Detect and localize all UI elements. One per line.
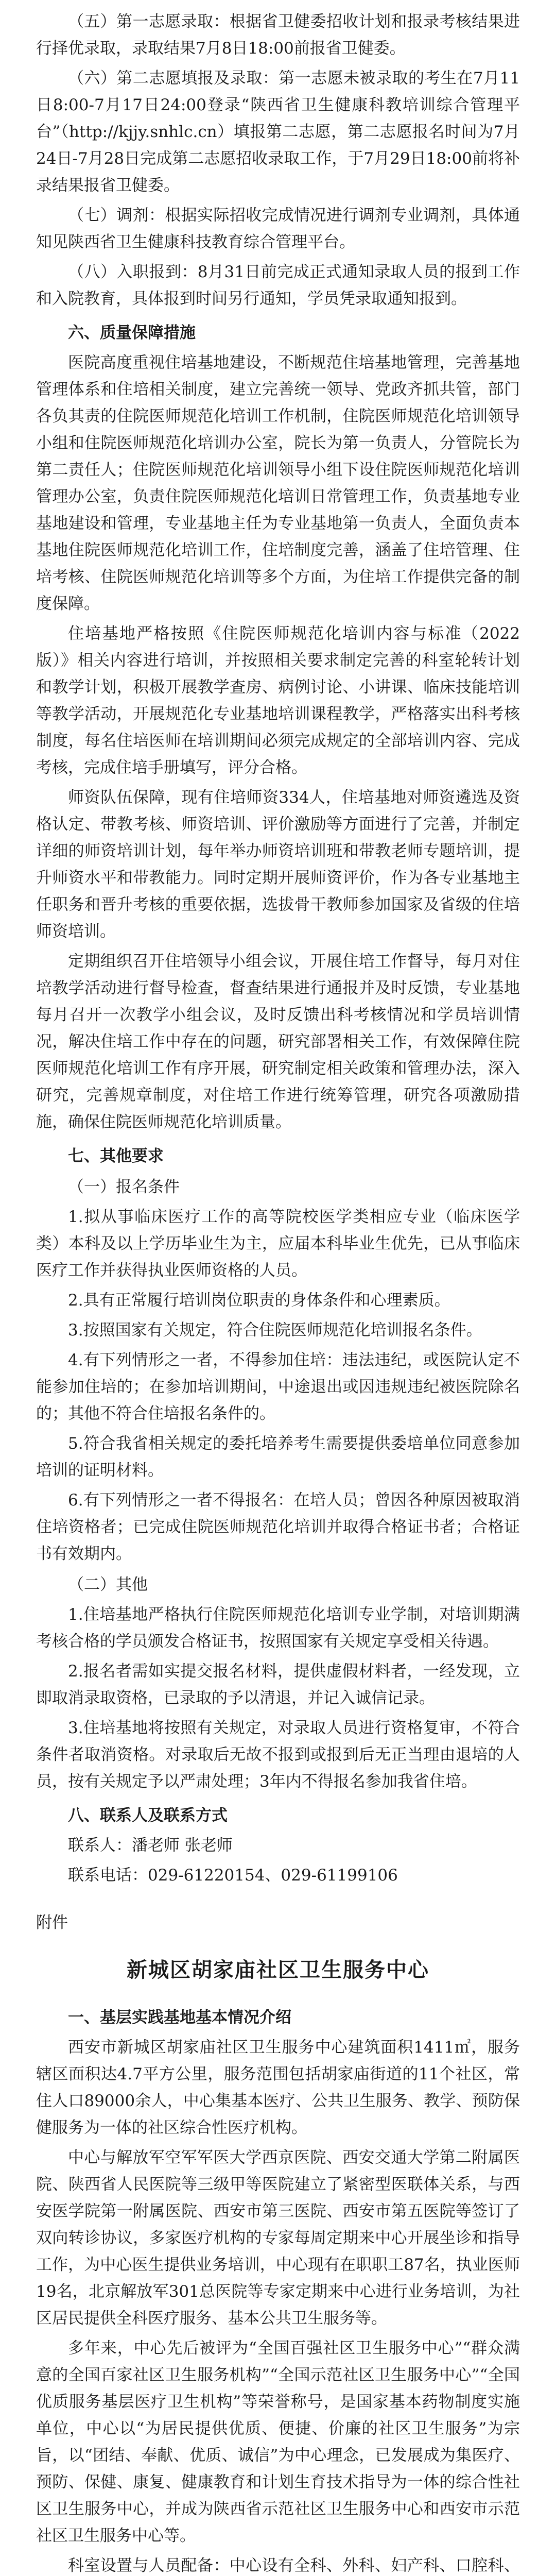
paragraph: 5.符合我省相关规定的委托培养考生需要提供委培单位同意参加培训的证明材料。 bbox=[36, 1434, 520, 1480]
paragraph: 医院高度重视住培基地建设，不断规范住培基地管理，完善基地管理体系和住培相关制度，建立完善统一领导、党政齐抓共管，部门各负其责的住院医师规范化培训工作机制，住院医师规范化培训领导小组和住院医师规范化培训办公室，院长为第一负责人，分管院长为第二责任人；住院医师规范化培训领导小组下设住院医师规范化培训管理办公室，负责住院医师规范化培训日常管理工作，负责基地专业基地建设和管理，专业基地主任为专业基地第一负责人，全面负责本基地住院医师规范化培训工作，住培制度完善，涵盖了住培管理、住培考核、住院医师规范化培训等多个方面，为住培工作提供完备的制度保障。 bbox=[36, 353, 520, 613]
paragraph: 1.住培基地严格执行住院医师规范化培训专业学制，对培训期满考核合格的学员颁发合格证书，按照国家有关规定享受相关待遇。 bbox=[36, 1605, 520, 1651]
center-hujiamiao-section bbox=[36, 2004, 520, 2576]
notice-continuation bbox=[36, 8, 520, 1889]
paragraph: 师资队伍保障，现有住培师资334人，住培基地对师资遴选及资格认定、带教考核、师资培训、评价激励等方面进行了完善，并制定详细的师资培训计划，每年举办师资培训班和带教老师专题培训，提升师资水平和带教能力。同时定期开展师资评价，作为各专业基地主任职务和晋升考核的重要依据，选拔骨干教师参加国家及省级的住培师资培训。 bbox=[36, 788, 520, 941]
section-heading: 一、基层实践基地基本情况介绍 bbox=[68, 2008, 291, 2027]
paragraph: 联系人：潘老师 张老师 bbox=[68, 1836, 233, 1855]
subsection-heading: （二）其他 bbox=[68, 1575, 148, 1594]
paragraph: 1.拟从事临床医疗工作的高等院校医学类相应专业（临床医学类）本科及以上学历毕业生为主，应届本科毕业生优先，已从事临床医疗工作并获得执业医师资格的人员。 bbox=[36, 1208, 520, 1280]
paragraph: 3.住培基地将按照有关规定，对录取人员进行资格复审，不符合条件者取消资格。对录取后无故不报到或报到后无正当理由退培的人员，按有关规定予以严肃处理；3年内不得报名参加我省住培。 bbox=[36, 1719, 520, 1791]
section-heading: 六、质量保障措施 bbox=[68, 324, 196, 342]
center-title-hujiamiao: 新城区胡家庙社区卫生服务中心 bbox=[127, 1958, 429, 1982]
paragraph: 科室设置与人员配备：中心设有全科、外科、妇产科、口腔科、 bbox=[68, 2556, 520, 2575]
paragraph: 中心与解放军空军军医大学西京医院、西安交通大学第二附属医院、陕西省人民医院等三级甲等医院建立了紧密型医联体关系，与西安医学院第一附属医院、西安市第三医院、西安市第五医院等签订了双向转诊协议，多家医疗机构的专家每周定期来中心开展坐诊和指导工作，为中心医生提供业务培训，中心现有在职职工87名，执业医师19名，北京解放军301总医院等专家定期来中心进行业务培训，为社区居民提供全科医疗服务、基本公共卫生服务等。 bbox=[36, 2148, 520, 2328]
paragraph: 定期组织召开住培领导小组会议，开展住培工作督导，每月对住培教学活动进行督导检查，督查结果进行通报并及时反馈，专业基地每月召开一次教学小组会议，及时反馈出科考核情况和学员培训情况，解决住培工作中存在的问题，研究部署相关工作，有效保障住院医师规范化培训工作有序开展，研究制定相关政策和管理办法，深入研究，完善规章制度，对住培工作进行统筹管理，研究各项激励措施，确保住院医师规范化培训质量。 bbox=[36, 952, 520, 1131]
section-heading: 七、其他要求 bbox=[68, 1147, 164, 1165]
paragraph: 2.报名者需如实提交报名材料，提供虚假材料者，一经发现，立即取消录取资格，已录取的予以清退，并记入诚信记录。 bbox=[36, 1662, 520, 1707]
paragraph: 多年来，中心先后被评为“全国百强社区卫生服务中心”“群众满意的全国百家社区卫生服务机构”“全国示范社区卫生服务中心”“全国优质服务基层医疗卫生机构”等荣誉称号，是国家基本药物制度实施单位，中心以“为居民提供优质、便捷、价廉的社区卫生服务”为宗旨，以“团结、奉献、优质、诚信”为中心理念，已发展成为集医疗、预防、保健、康复、健康教育和计划生育技术指导为一体的综合性社区卫生服务中心，并成为陕西省示范社区卫生服务中心和西安市示范社区卫生服务中心等。 bbox=[36, 2339, 520, 2545]
paragraph: 2.具有正常履行培训岗位职责的身体条件和心理素质。 bbox=[68, 1291, 450, 1310]
section-heading: 八、联系人及联系方式 bbox=[68, 1806, 228, 1825]
paragraph: 6.有下列情形之一者不得报名：在培人员；曾因各种原因被取消住培资格者；已完成住院医师规范化培训并取得合格证书者；合格证书有效期内。 bbox=[36, 1491, 520, 1563]
paragraph: （六）第二志愿填报及录取：第一志愿未被录取的考生在7月11日8:00-7月17日24:00登录“陕西省卫生健康科教培训综合管理平台”（http://kjjy.snhlc.cn）填报第二志愿，第二志愿报名时间为7月24日-7月28日完成第二志愿招收录取工作，于7月29日18:00前将补录结果报省卫健委。 bbox=[36, 69, 520, 195]
paragraph: 3.按照国家有关规定，符合住院医师规范化培训报名条件。 bbox=[68, 1321, 482, 1340]
paragraph: 住培基地严格按照《住院医师规范化培训内容与标准（2022版）》相关内容进行培训，并按照相关要求制定完善的科室轮转计划和教学计划，积极开展教学查房、病例讨论、小讲课、临床技能培训等教学活动，开展规范化专业基地培训课程教学，严格落实出科考核制度，每名住培医师在培训期间必须完成规定的全部培训内容、完成考核，完成住培手册填写，评分合格。 bbox=[36, 624, 520, 777]
paragraph: （七）调剂：根据实际招收完成情况进行调剂专业调剂，具体通知见陕西省卫生健康科技教育综合管理平台。 bbox=[36, 206, 520, 251]
paragraph: （八）入职报到：8月31日前完成正式通知录取人员的报到工作和入院教育，具体报到时间另行通知，学员凭录取通知报到。 bbox=[36, 263, 520, 308]
paragraph: （五）第一志愿录取：根据省卫健委招收计划和报录考核结果进行择优录取，录取结果7月8日18:00前报省卫健委。 bbox=[36, 12, 520, 58]
paragraph: 4.有下列情形之一者，不得参加住培：违法违纪，或医院认定不能参加住培的；在参加培训期间，中途退出或因违规违纪被医院除名的；其他不符合住培报名条件的。 bbox=[36, 1351, 520, 1423]
paragraph: 联系电话：029-61220154、029-61199106 bbox=[68, 1866, 398, 1885]
annex-label: 附件 bbox=[36, 1913, 68, 1932]
subsection-heading: （一）报名条件 bbox=[68, 1178, 180, 1196]
paragraph: 西安市新城区胡家庙社区卫生服务中心建筑面积1411㎡，服务辖区面积达4.7平方公里，服务范围包括胡家庙街道的11个社区，常住人口89000余人，中心集基本医疗、公共卫生服务、教学、预防保健服务为一体的社区综合性医疗机构。 bbox=[36, 2038, 520, 2137]
